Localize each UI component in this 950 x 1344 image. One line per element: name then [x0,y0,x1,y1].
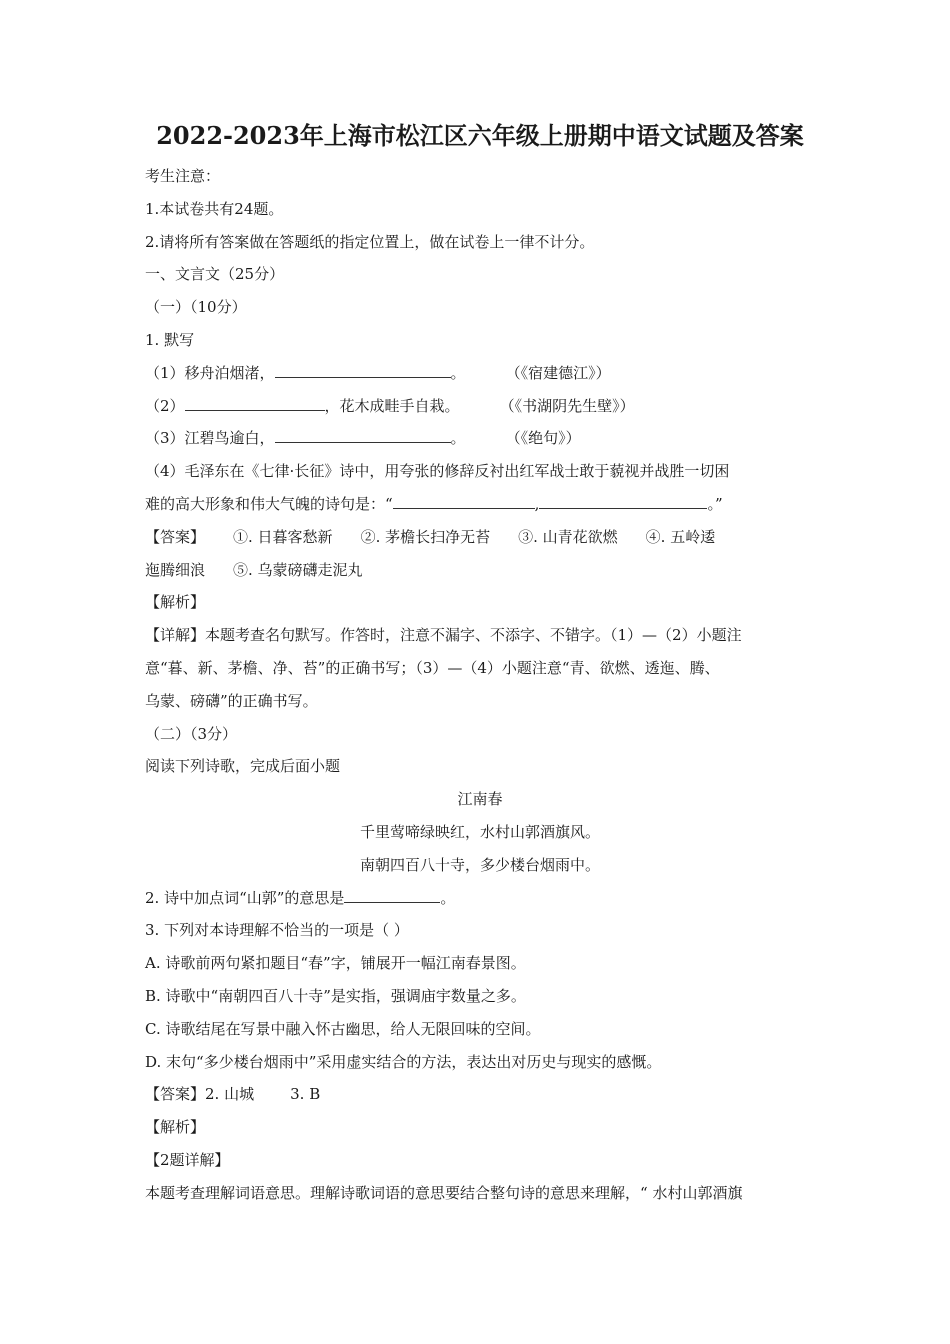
answer-item: ⑤. 乌蒙磅礴走泥丸 [233,560,363,579]
fill-blank [344,888,440,903]
question-1-label: 1. 默写 [145,330,195,349]
poem-source: （《绝句》） [505,429,581,448]
part-1-heading: （一）（10分） [145,298,247,317]
notice-item-2: 2.请将所有答案做在答题纸的指定位置上，做在试卷上一律不计分。 [145,232,595,251]
answer-item: ②. 茅檐长扫净无苔 [360,527,491,546]
detail-2-text: 本题考查理解词语意思。理解诗歌词语的意思要结合整句诗的意思来理解，“ 水村山郭酒旗 [145,1183,743,1202]
answer-item: ①. 日暮客愁新 [233,527,333,546]
answer-item: ③. 山青花欲燃 [518,527,618,546]
question-2: 2. 诗中加点词“山郭”的意思是 。 [145,888,456,907]
poem-line-2: 南朝四百八十寺，多少楼台烟雨中。 [359,855,600,874]
section-heading: 一、文言文（25分） [145,265,285,284]
option-c: C. 诗歌结尾在写景中融入怀古幽思，给人无限回味的空间。 [145,1019,541,1038]
fill-blank [185,396,325,411]
option-b: B. 诗歌中“南朝四百八十寺”是实指，强调庙宇数量之多。 [145,986,526,1005]
poem-line-1: 千里莺啼绿映红，水村山郭酒旗风。 [359,822,600,841]
option-a: A. 诗歌前两句紧扣题目“春”字，铺展开一幅江南春景图。 [145,954,526,973]
notice-item-1: 1.本试卷共有24题。 [145,199,284,218]
question-1-item-1: （1）移舟泊烟渚， 。 （《宿建德江》） [145,357,815,390]
detail-1-line-3: 乌蒙、磅礴”的正确书写。 [145,691,318,710]
fill-blank [539,494,707,509]
question-1-item-4-line-2: 难的高大形象和伟大气魄的诗句是：“ , 。” [145,494,723,513]
detail-1-line-2: 意“暮、新、茅檐、净、苔”的正确书写；（3）—（4）小题注意“青、欲燃、透迤、腾、 [145,658,720,677]
answer-2: 【答案】2. 山城 3. B [145,1085,321,1104]
answer-1-line-2: 迤腾细浪 ⑤. 乌蒙磅礴走泥丸 [145,560,363,579]
poem-source: （《书湖阴先生壁》） [499,396,635,415]
fill-blank [393,494,535,509]
question-1-item-3: （3）江碧鸟逾白， 。 （《绝句》） [145,422,815,455]
analysis-2-label: 【解析】 [145,1118,206,1137]
option-d: D. 末句“多少楼台烟雨中”采用虚实结合的方法，表达出对历史与现实的感慨。 [145,1052,662,1071]
page-title: 2022-2023年上海市松江区六年级上册期中语文试题及答案 [156,121,804,150]
fill-blank [275,363,451,378]
analysis-label: 【解析】 [145,593,206,612]
document-body [145,160,815,1210]
detail-1-line-1: 【详解】本题考查名句默写。作答时，注意不漏字、不添字、不错字。（1）—（2）小题注 [145,626,742,645]
question-1-item-2: （2） ，花木成畦手自栽。 （《书湖阴先生壁》） [145,390,815,423]
question-3: 3. 下列对本诗理解不恰当的一项是（ ） [145,921,409,940]
poem-source: （《宿建德江》） [505,363,611,382]
notice-heading: 考生注意： [145,167,221,185]
question-1-item-4-line-1: （4）毛泽东在《七律·长征》诗中，用夸张的修辞反衬出红军战士敢于藐视并战胜一切困 [145,462,730,481]
fill-blank [275,428,451,443]
reading-prompt: 阅读下列诗歌，完成后面小题 [145,757,341,776]
answer-item: ④. 五岭逶 [645,527,716,546]
detail-2-label: 【2题详解】 [145,1150,230,1169]
poem-title: 江南春 [457,790,503,809]
answer-1-line-1: 【答案】 ①. 日暮客愁新 ②. 茅檐长扫净无苔 ③. 山青花欲燃 ④. 五岭逶 [145,521,815,554]
part-2-heading: （二）（3分） [145,724,238,743]
